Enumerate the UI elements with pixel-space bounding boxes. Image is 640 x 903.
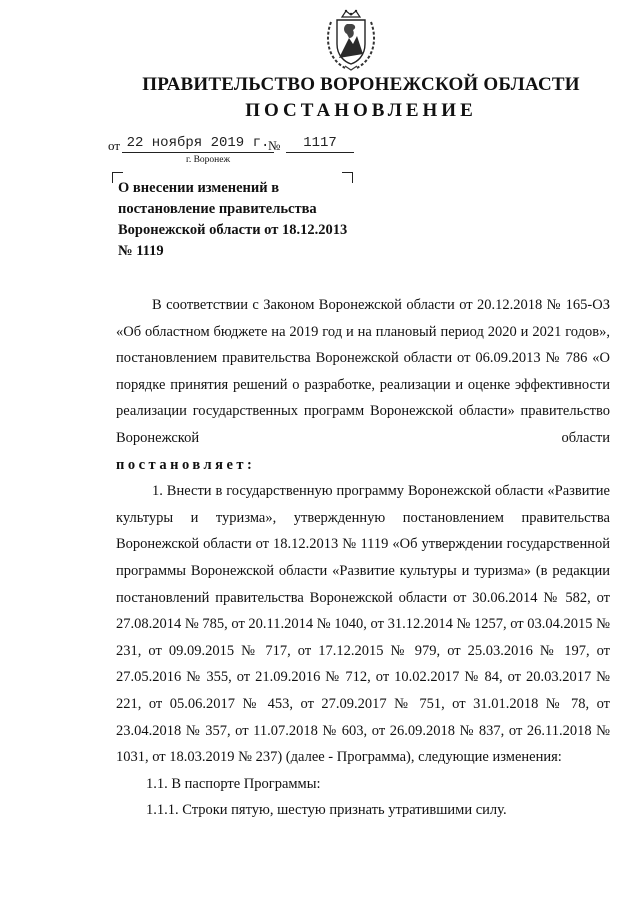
document-date: 22 ноября 2019 г.	[122, 134, 274, 153]
document-type: ПОСТАНОВЛЕНИЕ	[245, 100, 477, 121]
intro-paragraph: В соответствии с Законом Воронежской области от 20.12.2018 № 165-ОЗ «Об областном бюджете на 2019 год и на плановый период 2020 и 2021 годов», постановлением правительства Воронежской области от 06.09.2013 № 786 «О порядке принятия решений о разработке, реализации и оценке эффективности реализации государственных программ Воронежской области» правительство Воронежской области	[116, 297, 610, 446]
item-1-paragraph: 1. Внести в государственную программу Воронежской области «Развитие культуры и туризма», утвержденную постановлением правительства Воронежской области от 18.12.2013 № 1119 «Об утверждении государственной программы Воронежской области «Развитие культуры и туризма» (в редакции постановлений правительства Воронежской области от 30.06.2014 № 582, от 27.08.2014 № 785, от 20.11.2014 № 1040, от 31.12.2014 № 1257, от 03.04.2015 № 231, от 09.09.2015 № 717, от 17.12.2015 № 979, от 25.03.2016 № 197, от 27.05.2016 № 355, от 21.09.2016 № 712, от 10.02.2017 № 84, от 20.03.2017 № 221, от 05.06.2017 № 453, от 27.09.2017 № 751, от 31.01.2018 № 78, от 23.04.2018 № 357, от 11.07.2018 № 603, от 26.09.2018 № 837, от 26.11.2018 № 1031, от 18.03.2019 № 237) (далее - Программа), следующие изменения:	[116, 483, 610, 766]
document-body	[116, 292, 610, 824]
city: г. Воронеж	[186, 155, 231, 165]
decides-label: постановляет:	[116, 456, 256, 473]
document-number: 1117	[286, 134, 354, 153]
item-1-1-paragraph: 1.1. В паспорте Программы:	[146, 775, 321, 792]
document-date-row	[108, 134, 368, 158]
item-1-1-1-paragraph: 1.1.1. Строки пятую, шестую признать утратившими силу.	[146, 802, 507, 819]
coat-of-arms-icon	[323, 8, 379, 74]
government-name: ПРАВИТЕЛЬСТВО ВОРОНЕЖСКОЙ ОБЛАСТИ	[142, 74, 580, 95]
from-label: от	[108, 138, 121, 153]
number-label: №	[268, 138, 281, 153]
document-subject: О внесении изменений в постановление правительства Воронежской области от 18.12.2013 № 1119	[118, 180, 348, 259]
